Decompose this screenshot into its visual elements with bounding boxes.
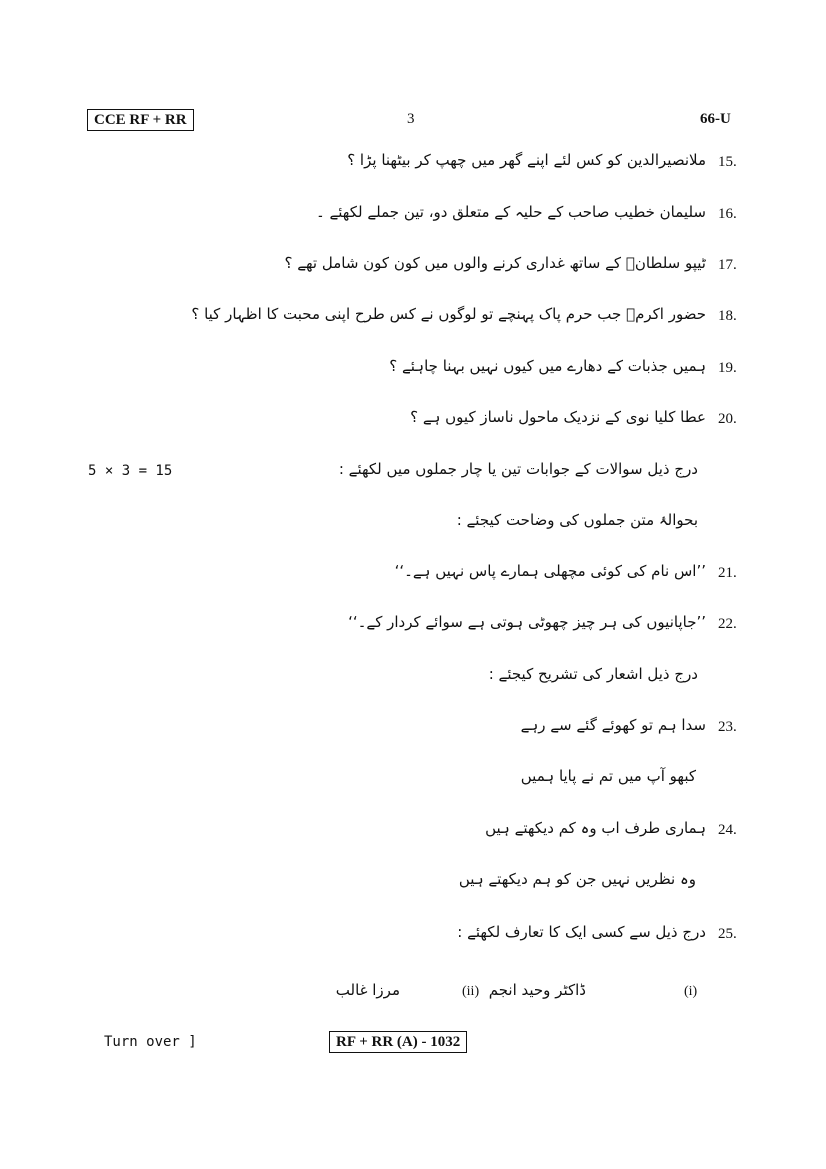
verse-line: کبھو آپ میں تم نے پایا ہمیں (520, 767, 696, 785)
section-instruction: درج ذیل سوالات کے جوابات تین یا چار جملوں میں لکھئے : (338, 460, 698, 478)
question-text: ملانصیرالدین کو کس لئے اپنے گھر میں چھپ کر بیٹھنا پڑا ؟ (347, 151, 706, 169)
question-text: ٹیپو سلطانؒ کے ساتھ غداری کرنے والوں میں کون کون شامل تھے ؟ (284, 254, 706, 272)
question-text: درج ذیل سے کسی ایک کا تعارف لکھئے : (457, 923, 706, 941)
option-ii-text: مرزا غالب (335, 981, 400, 999)
section-marks: 5 × 3 = 15 (88, 463, 173, 479)
question-number: 23. (718, 719, 737, 735)
poetry-heading: درج ذیل اشعار کی تشریح کیجئے : (488, 665, 698, 683)
context-heading: بحوالۂ متن جملوں کی وضاحت کیجئے : (456, 511, 698, 529)
question-number: 21. (718, 565, 737, 581)
question-text: ’’جاپانیوں کی ہر چیز چھوٹی ہوتی ہے سوائے کردار کے۔‘‘ (348, 613, 706, 631)
option-i-text: ڈاکٹر وحید انجم (488, 981, 586, 999)
option-ii-label: (ii) (462, 984, 480, 999)
question-text: سلیمان خطیب صاحب کے حلیہ کے متعلق دو، تین جملے لکھئے ۔ (315, 203, 706, 221)
paper-code-box: CCE RF + RR (87, 109, 194, 131)
question-number: 16. (718, 206, 737, 222)
question-number: 15. (718, 154, 737, 170)
question-number: 22. (718, 616, 737, 632)
question-text: حضور اکرمؐ جب حرم پاک پہنچے تو لوگوں نے کس طرح اپنی محبت کا اظہار کیا ؟ (191, 305, 706, 323)
question-text: ’’اس نام کی کوئی مچھلی ہمارے پاس نہیں ہے۔‘‘ (394, 562, 706, 580)
question-number: 24. (718, 822, 737, 838)
question-number: 18. (718, 308, 737, 324)
verse-line: وہ نظریں نہیں جن کو ہم دیکھتے ہیں (458, 870, 696, 888)
option-i-label: (i) (684, 984, 698, 999)
question-number: 20. (718, 411, 737, 427)
question-number: 19. (718, 360, 737, 376)
question-text: عطا کلیا نوی کے نزدیک ماحول ناساز کیوں ہے ؟ (410, 408, 706, 426)
question-text: ہمیں جذبات کے دھارے میں کیوں نہیں بہنا چاہئے ؟ (389, 357, 706, 375)
turn-over-note: Turn over ] (104, 1034, 197, 1050)
question-number: 17. (718, 257, 737, 273)
verse-line: ہماری طرف اب وہ کم دیکھتے ہیں (485, 819, 706, 837)
verse-line: سدا ہم تو کھوئے گئے سے رہے (520, 716, 706, 734)
page-number: 3 (407, 111, 415, 127)
question-number: 25. (718, 926, 737, 942)
subject-code: 66-U (700, 111, 731, 127)
footer-code-box: RF + RR (A) - 1032 (329, 1031, 467, 1053)
